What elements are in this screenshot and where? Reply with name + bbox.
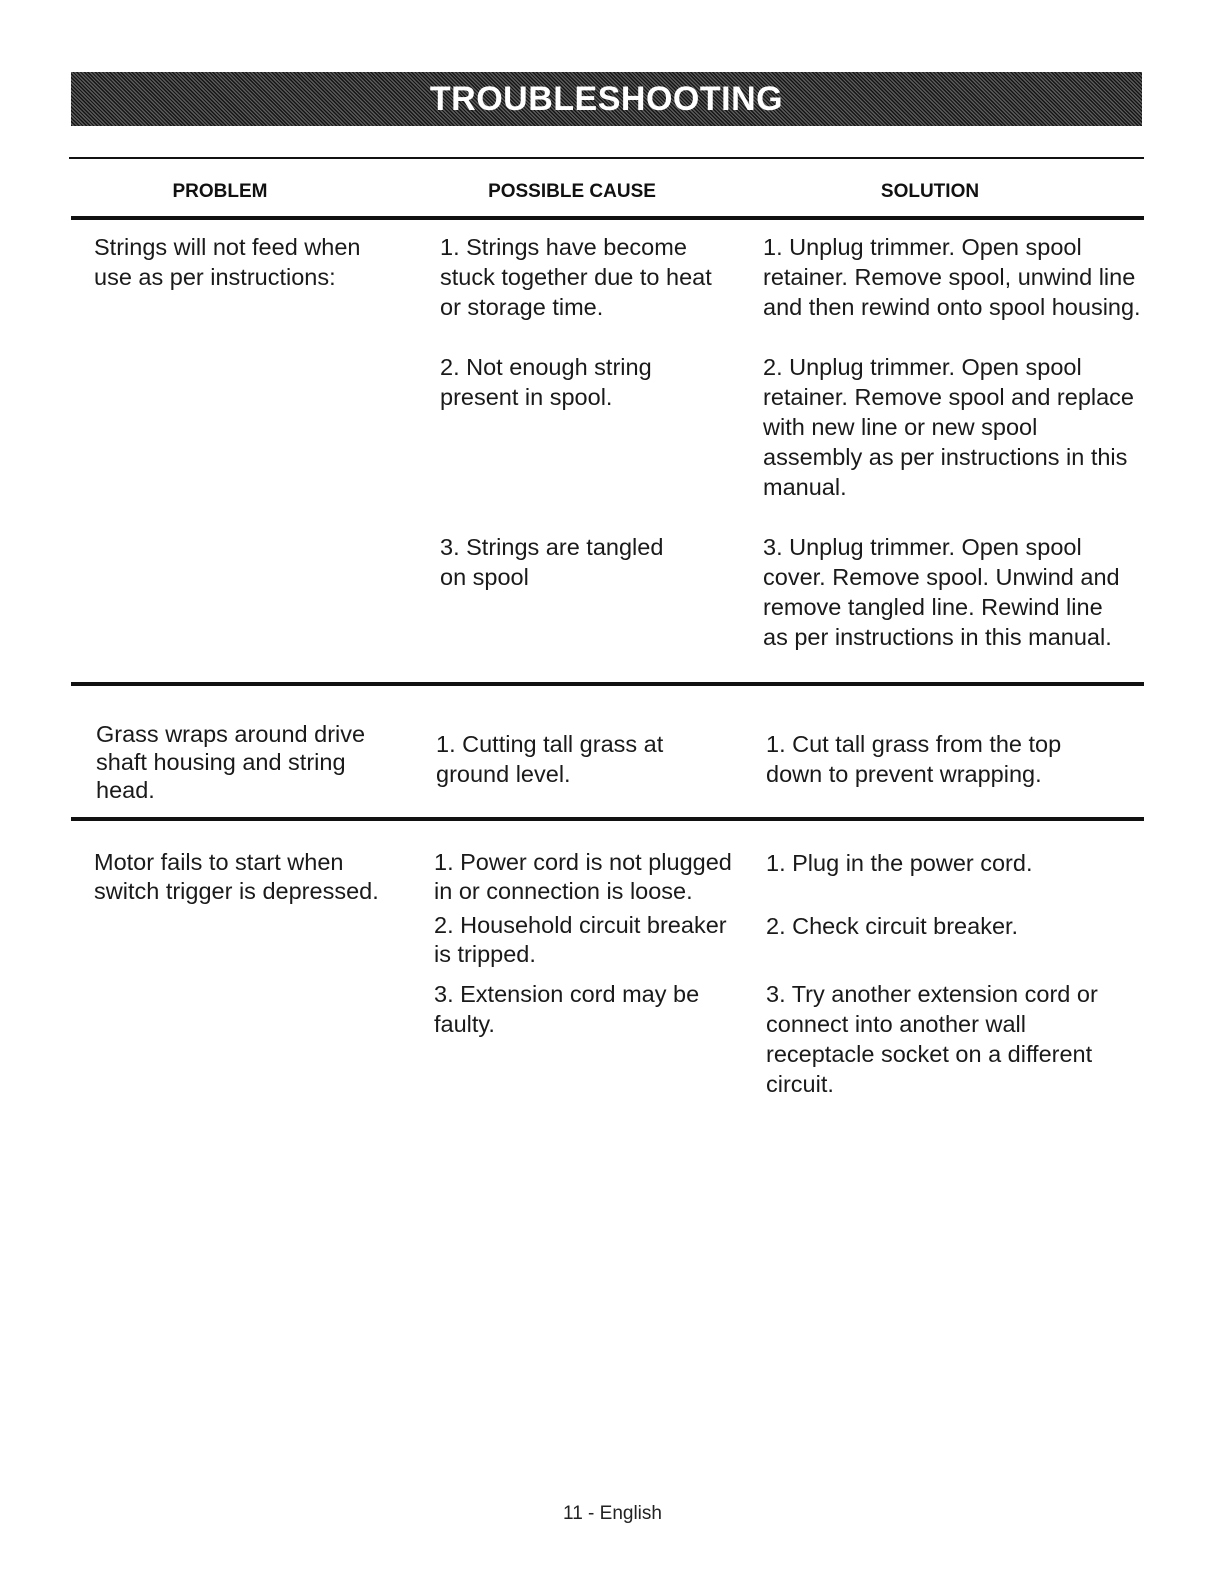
solution-cell: 3. Try another extension cord or connect into another wall receptacle socket on a different circuit. — [766, 981, 1098, 1097]
cause-cell: 3. Extension cord may be faulty. — [434, 981, 700, 1037]
cause-cell: 3. Strings are tangled on spool — [440, 534, 664, 590]
solution-cell: 2. Check circuit breaker. — [766, 913, 1019, 939]
cause-cell: 1. Power cord is not plugged in or connection is loose. — [434, 849, 732, 904]
section-divider — [71, 817, 1144, 821]
solution-cell: 3. Unplug trimmer. Open spool cover. Remove spool. Unwind and remove tangled line. Rewind line as per instructions in this manual. — [763, 534, 1120, 650]
solution-cell: 1. Plug in the power cord. — [766, 850, 1033, 876]
section-divider — [71, 682, 1144, 686]
header-problem: PROBLEM — [172, 181, 268, 202]
header-bottom-rule — [71, 216, 1144, 220]
problem-cell: Grass wraps around drive shaft housing and string head. — [96, 721, 366, 803]
page-title: TROUBLESHOOTING — [429, 79, 784, 118]
solution-cell: 1. Unplug trimmer. Open spool retainer. Remove spool, unwind line and then rewind onto spool housing. — [763, 234, 1141, 320]
cause-cell: 2. Not enough string present in spool. — [440, 354, 652, 410]
header-top-rule — [69, 157, 1144, 159]
solution-cell: 2. Unplug trimmer. Open spool retainer. Remove spool and replace with new line or new spool assembly as per instructions in this manual. — [763, 354, 1134, 500]
page-footer: 11 - English — [563, 1503, 662, 1524]
problem-cell: Strings will not feed when use as per instructions: — [94, 234, 361, 290]
cause-cell: 2. Household circuit breaker is tripped. — [434, 912, 727, 967]
title-banner — [71, 72, 1142, 126]
header-solution: SOLUTION — [880, 181, 980, 202]
solution-cell: 1. Cut tall grass from the top down to prevent wrapping. — [766, 731, 1062, 787]
cause-cell: 1. Cutting tall grass at ground level. — [436, 731, 664, 787]
cause-cell: 1. Strings have become stuck together due to heat or storage time. — [440, 234, 712, 320]
problem-cell: Motor fails to start when switch trigger is depressed. — [94, 849, 379, 904]
header-possible-cause: POSSIBLE CAUSE — [488, 181, 656, 202]
